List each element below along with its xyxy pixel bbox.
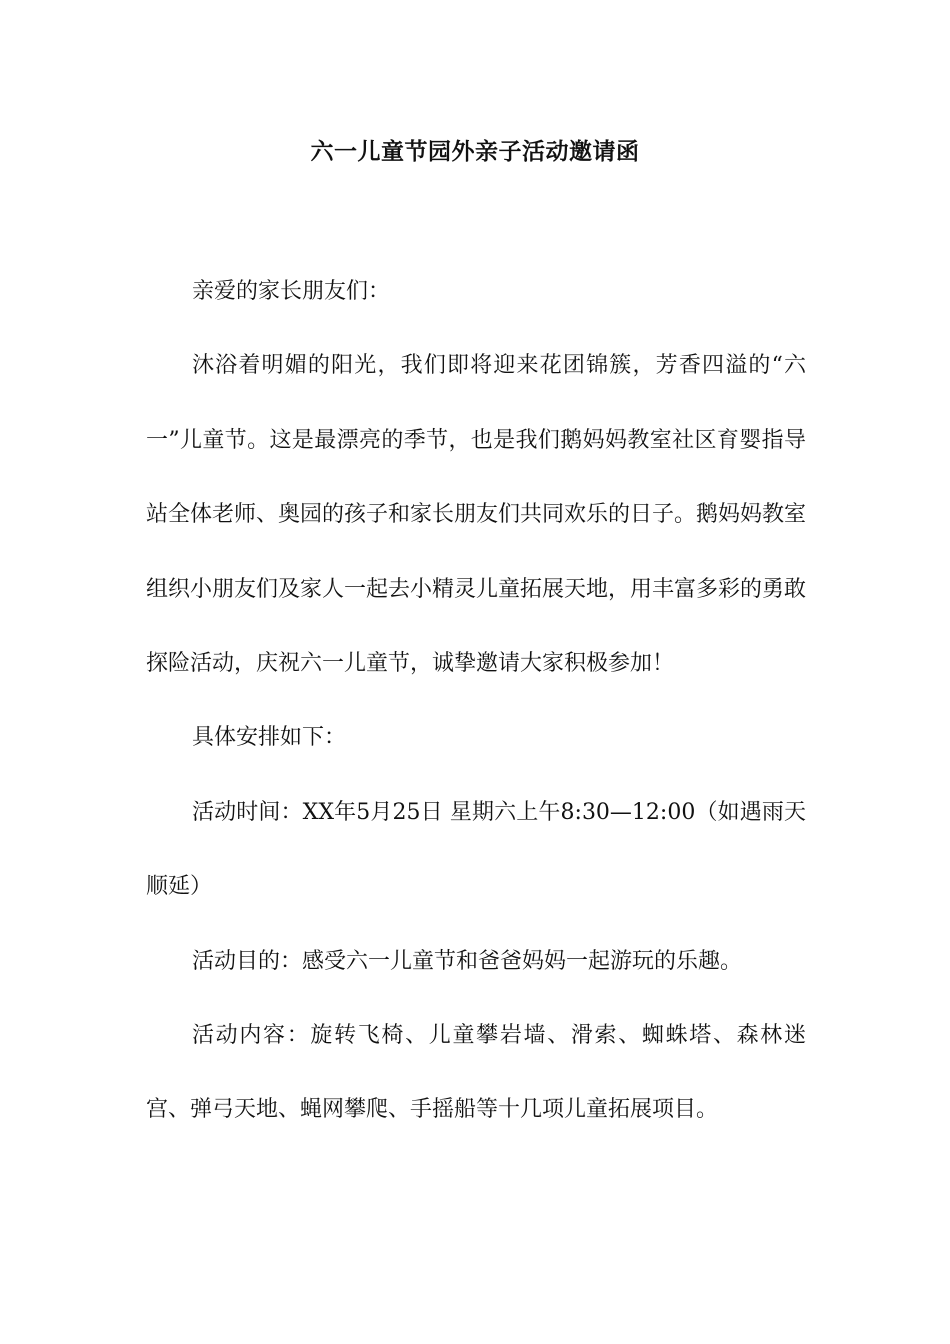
intro-paragraph: 沐浴着明媚的阳光，我们即将迎来花团锦簇，芳香四溢的“六一”儿童节。这是最漂亮的季节，也是我们鹅妈妈教室社区育婴指导站全体老师、奥园的孩子和家长朋友们共同欢乐的日子。鹅妈妈教室组织小朋友们及家人一起去小精灵儿童拓展天地，用丰富多彩的勇敢探险活动，庆祝六一儿童节，诚挚邀请大家积极参加！ xyxy=(146,353,807,677)
arrangement-heading: 具体安排如下： xyxy=(192,725,347,751)
salutation: 亲爱的家长朋友们： xyxy=(192,279,391,304)
activity-content: 活动内容：旋转飞椅、儿童攀岩墙、滑索、蜘蛛塔、森林迷宫、弹弓天地、蝇网攀爬、手摇船等十几项儿童拓展项目。 xyxy=(146,1023,806,1123)
document-title: 六一儿童节园外亲子活动邀请函 xyxy=(310,138,640,165)
document-body xyxy=(146,255,806,1148)
activity-purpose: 活动目的：感受六一儿童节和爸爸妈妈一起游玩的乐趣。 xyxy=(192,948,743,974)
activity-time: 活动时间：XX年5月25日 星期六上午8:30—12:00（如遇雨天顺延） xyxy=(146,799,806,900)
